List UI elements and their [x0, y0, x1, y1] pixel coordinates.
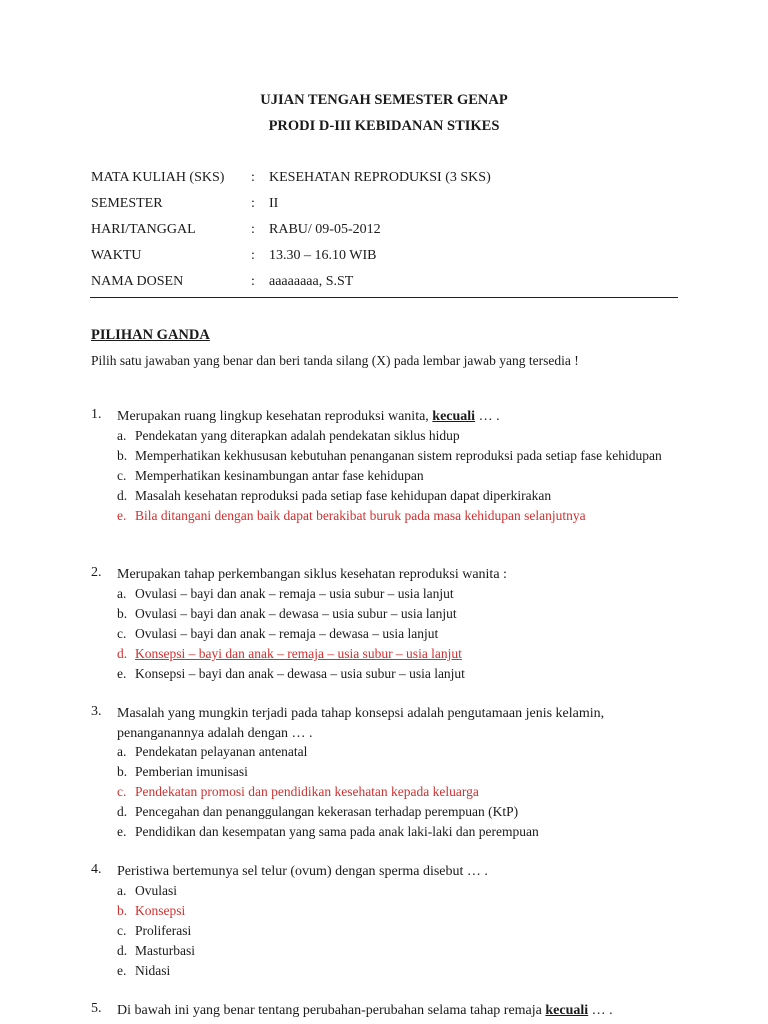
option-text: Nidasi: [135, 963, 171, 978]
option-c[interactable]: [117, 466, 677, 486]
options-list: [117, 881, 677, 981]
question-text: [117, 407, 677, 427]
option-text: Masturbasi: [135, 943, 195, 958]
info-row: [91, 196, 691, 222]
option-d[interactable]: [117, 941, 677, 961]
option-letter: e.: [117, 963, 127, 978]
option-letter: a.: [117, 883, 127, 898]
option-letter: c.: [117, 923, 127, 938]
question-text-part: Di bawah ini yang benar tentang perubahan-perubahan selama tahap remaja: [117, 1003, 546, 1018]
options-list: [117, 426, 677, 526]
option-d[interactable]: [117, 486, 677, 506]
option-letter: c.: [117, 626, 127, 641]
option-text: Ovulasi: [135, 883, 177, 898]
question-text: [117, 565, 677, 585]
option-c[interactable]: [117, 921, 677, 941]
info-label: WAKTU: [91, 248, 142, 263]
options-list: [117, 742, 677, 842]
option-text: Bila ditangani dengan baik dapat berakibat buruk pada masa kehidupan selanjutnya: [135, 508, 586, 523]
option-text: Pencegahan dan penanggulangan kekerasan terhadap perempuan (KtP): [135, 804, 519, 819]
option-letter: a.: [117, 744, 127, 759]
option-text: Pendidikan dan kesempatan yang sama pada anak laki-laki dan perempuan: [135, 824, 539, 839]
option-text: Proliferasi: [135, 923, 192, 938]
exam-title: UJIAN TENGAH SEMESTER GENAP: [260, 92, 508, 108]
question-text-part: Peristiwa bertemunya sel telur (ovum) dengan sperma disebut … .: [117, 864, 488, 879]
question-text-part: Masalah yang mungkin terjadi pada tahap konsepsi adalah pengutamaan jenis kelamin, penanganannya adalah dengan … .: [117, 706, 605, 741]
question-number: 3.: [91, 704, 102, 719]
info-colon: :: [251, 196, 255, 211]
info-label: MATA KULIAH (SKS): [91, 170, 225, 185]
option-text: Konsepsi – bayi dan anak – dewasa – usia subur – usia lanjut: [135, 666, 465, 681]
info-value: aaaaaaaa, S.ST: [269, 274, 354, 289]
option-a[interactable]: [117, 742, 677, 762]
option-text: Pendekatan promosi dan pendidikan kesehatan kepada keluarga: [135, 784, 479, 799]
divider: [90, 297, 678, 298]
option-letter: e.: [117, 824, 127, 839]
option-letter: a.: [117, 428, 127, 443]
option-text: Pendekatan yang diterapkan adalah pendekatan siklus hidup: [135, 428, 460, 443]
option-text: Konsepsi – bayi dan anak – remaja – usia subur – usia lanjut: [135, 646, 462, 661]
instruction-text: Pilih satu jawaban yang benar dan beri tanda silang (X) pada lembar jawab yang tersedia !: [91, 353, 579, 368]
section-heading: PILIHAN GANDA: [91, 327, 210, 343]
option-letter: b.: [117, 764, 128, 779]
option-e[interactable]: [117, 961, 677, 981]
info-value: RABU/ 09-05-2012: [269, 222, 381, 237]
option-d-answer[interactable]: [117, 644, 677, 664]
info-row: [91, 222, 691, 248]
option-letter: b.: [117, 903, 128, 918]
option-text: Ovulasi – bayi dan anak – remaja – usia subur – usia lanjut: [135, 586, 454, 601]
program-title: PRODI D-III KEBIDANAN STIKES: [268, 118, 500, 134]
question-text: [117, 862, 677, 882]
info-colon: :: [251, 274, 255, 289]
exam-info: [91, 170, 691, 300]
info-row: [91, 170, 691, 196]
question-text: [117, 704, 677, 744]
option-text: Masalah kesehatan reproduksi pada setiap fase kehidupan dapat diperkirakan: [135, 488, 552, 503]
question-text-part: Merupakan ruang lingkup kesehatan reproduksi wanita,: [117, 409, 433, 424]
options-list: [117, 584, 677, 684]
option-letter: a.: [117, 586, 127, 601]
option-text: Pemberian imunisasi: [135, 764, 248, 779]
option-b[interactable]: [117, 762, 677, 782]
option-b[interactable]: [117, 446, 677, 466]
option-e[interactable]: [117, 664, 677, 684]
info-colon: :: [251, 248, 255, 263]
option-letter: b.: [117, 606, 128, 621]
option-c-answer[interactable]: [117, 782, 677, 802]
option-text: Ovulasi – bayi dan anak – dewasa – usia subur – usia lanjut: [135, 606, 457, 621]
option-e[interactable]: [117, 822, 677, 842]
option-letter: b.: [117, 448, 128, 463]
option-text: Ovulasi – bayi dan anak – remaja – dewasa – usia lanjut: [135, 626, 439, 641]
option-text: Konsepsi: [135, 903, 186, 918]
question-keyword: kecuali: [545, 1003, 589, 1018]
info-label: SEMESTER: [91, 196, 163, 211]
option-a[interactable]: [117, 881, 677, 901]
option-b[interactable]: [117, 604, 677, 624]
option-c[interactable]: [117, 624, 677, 644]
question-keyword: kecuali: [432, 409, 476, 424]
question-number: 2.: [91, 565, 102, 580]
info-value: KESEHATAN REPRODUKSI (3 SKS): [269, 170, 491, 185]
option-letter: c.: [117, 468, 127, 483]
option-text: Memperhatikan kesinambungan antar fase kehidupan: [135, 468, 424, 483]
option-letter: d.: [117, 646, 128, 661]
option-letter: d.: [117, 804, 128, 819]
option-letter: d.: [117, 943, 128, 958]
option-e-answer[interactable]: [117, 506, 677, 526]
option-a[interactable]: [117, 584, 677, 604]
option-a[interactable]: [117, 426, 677, 446]
option-b-answer[interactable]: [117, 901, 677, 921]
option-d[interactable]: [117, 802, 677, 822]
question-text-part: Merupakan tahap perkembangan siklus kesehatan reproduksi wanita :: [117, 567, 507, 582]
option-letter: d.: [117, 488, 128, 503]
question-text-tail: … .: [475, 409, 500, 424]
question-number: 1.: [91, 407, 102, 422]
option-text: Memperhatikan kekhususan kebutuhan penanganan sistem reproduksi pada setiap fase kehidupan: [135, 448, 662, 463]
info-label: HARI/TANGGAL: [91, 222, 196, 237]
info-colon: :: [251, 170, 255, 185]
info-value: 13.30 – 16.10 WIB: [269, 248, 377, 263]
info-row: [91, 248, 691, 274]
info-colon: :: [251, 222, 255, 237]
question-number: 5.: [91, 1001, 102, 1016]
option-letter: c.: [117, 784, 127, 799]
option-letter: e.: [117, 508, 127, 523]
option-text: Pendekatan pelayanan antenatal: [135, 744, 308, 759]
question-text-tail: … .: [588, 1003, 613, 1018]
question-text: [117, 1001, 677, 1021]
info-value: II: [269, 196, 279, 211]
option-letter: e.: [117, 666, 127, 681]
info-label: NAMA DOSEN: [91, 274, 184, 289]
question-number: 4.: [91, 862, 102, 877]
